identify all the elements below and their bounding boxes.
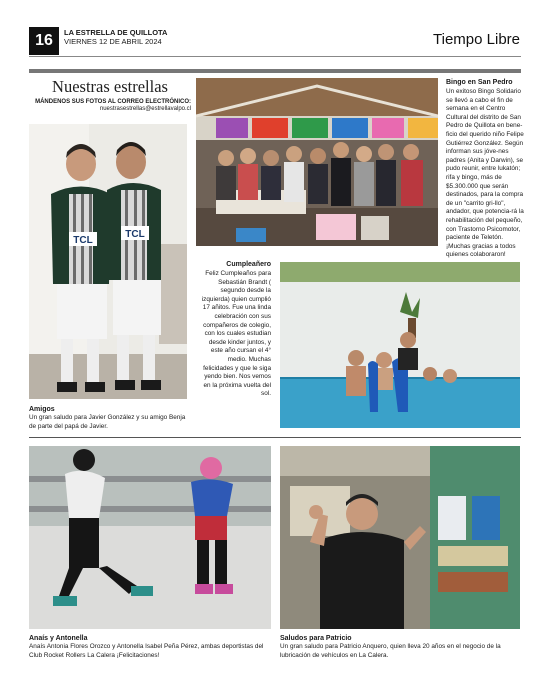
feature-headline: Nuestras estrellas <box>52 77 168 96</box>
photo-cumple <box>280 262 520 428</box>
submit-photos-label: MÁNDENOS SUS FOTOS AL CORREO ELECTRÓNICO: <box>35 99 191 105</box>
publication-name: LA ESTRELLA DE QUILLOTA <box>64 28 168 37</box>
section-title: Tiempo Libre <box>433 31 520 48</box>
issue-date: VIERNES 12 DE ABRIL 2024 <box>64 37 162 46</box>
section-rule <box>29 69 521 73</box>
caption-body-amigos: Un gran saludo para Javier González y su amigo Benja de parte del papá de Javier. <box>29 414 186 430</box>
photo-anais <box>29 446 271 629</box>
photo-amigos <box>29 124 187 399</box>
photo-bingo <box>196 78 438 246</box>
header-rule <box>29 56 521 57</box>
caption-body-bingo: Un exitoso Bingo Solidario se llevó a cabo el fin de semana en el Centro Cultural del distrito de San Pedro de Quillota en bene-ficio del querido niño Felipe Gutiérrez González. Según informan sus jóve-nes padres (Anita y Darwin), se pudo reunir, entre lukatón; rifa y bingo, más de $5.300.000 que serán destinados, para la compra de un "carrito gri-llo", andador, que potencia-rá la rehabilitación del pequeño, con Trastorno Psicomotor, paciente de Teletón. ¡Muchas gracias a todos quienes colaboraron! <box>446 88 524 259</box>
caption-title-patricio: Saludos para Patricio <box>280 635 352 642</box>
submit-email: nuestrasestrellas@estrellavalpo.cl <box>99 106 191 112</box>
caption-title-cumple: Cumpleañero <box>226 261 271 268</box>
caption-title-anais: Anaís y Antonella <box>29 635 88 642</box>
caption-body-patricio: Un gran saludo para Patricio Anquero, quien lleva 20 años en el negocio de la lubricación de vehículos en La Calera. <box>280 643 501 659</box>
jersey-logo-left: TCL <box>73 235 93 246</box>
caption-body-cumple: Feliz Cumpleaños para Sebastián Brandt ( segundo desde la izquierda) quien cumplió 17 añitos. Fue una linda celebración con sus compañeros de colegio, con los cuales estudian desde kinder juntos, y este año cursan el 4° medio. Muchas felicidades y que le siga yendo bien. Nos vemos en la próxima vuelta del sol. <box>201 270 271 398</box>
page-number: 16 <box>29 27 59 55</box>
jersey-logo-right: TCL <box>125 229 145 240</box>
caption-title-bingo: Bingo en San Pedro <box>446 79 513 86</box>
section-divider <box>29 437 521 438</box>
caption-body-anais: Anaís Antonia Flores Orozco y Antonella Isabel Peña Pérez, ambas deportistas del Club Rocket Rollers La Calera ¡Felicitaciones! <box>29 643 264 659</box>
photo-patricio <box>280 446 520 629</box>
caption-title-amigos: Amigos <box>29 406 55 413</box>
